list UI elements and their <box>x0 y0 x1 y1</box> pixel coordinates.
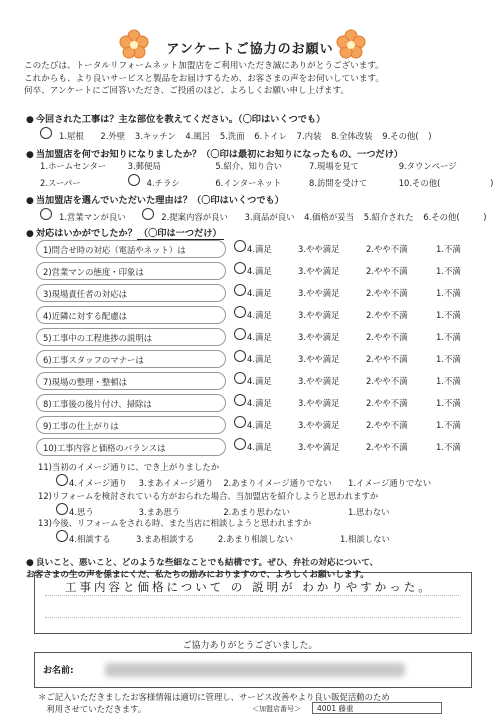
rating-option[interactable]: 2.やや不満 <box>366 442 408 452</box>
q3-options <box>40 208 494 223</box>
rating-option[interactable]: 2.やや不満 <box>366 398 408 408</box>
q11-option[interactable]: 3.まあイメージ通り <box>138 478 214 488</box>
store-number-label: ＜加盟店番号＞ <box>252 705 301 713</box>
rating-row <box>36 262 476 283</box>
q1-option[interactable]: 2.外壁 <box>100 131 126 141</box>
selected-circle-icon <box>234 240 246 252</box>
q11-option[interactable]: 4.イメージ通り <box>56 474 136 489</box>
thanks-text: ご協力ありがとうございました。 <box>182 641 318 651</box>
rating-row <box>36 416 476 437</box>
q3-option[interactable]: 4.価格が妥当 <box>304 212 355 222</box>
rating-option[interactable]: 3.やや満足 <box>298 266 340 276</box>
q2-option[interactable]: 5.紹介、知り合い <box>215 161 282 171</box>
rating-option[interactable]: 4.満足 <box>234 394 272 412</box>
q12-option[interactable]: 2.あまり思わない <box>223 507 290 517</box>
comment-box[interactable] <box>34 572 472 634</box>
rating-option[interactable]: 2.やや不満 <box>366 288 408 298</box>
survey-title: アンケートご協力のお願い <box>166 42 334 57</box>
rating-row <box>36 328 476 349</box>
q11-option[interactable]: 2.あまりイメージ通りでない <box>223 478 332 488</box>
rating-option[interactable]: 4.満足 <box>234 350 272 368</box>
rating-item-label: 5)工事中の工程進捗の説明は <box>36 328 226 346</box>
rating-option[interactable]: 1.不満 <box>436 288 461 298</box>
name-field[interactable] <box>34 652 472 688</box>
rating-option[interactable]: 2.やや不満 <box>366 244 408 254</box>
selected-circle-icon <box>234 350 246 362</box>
rating-option[interactable]: 3.やや満足 <box>298 420 340 430</box>
rating-option[interactable]: 1.不満 <box>436 398 461 408</box>
q13-label: 13)今後、リフォームをされる時、また当店に相談しようと思われますか <box>38 518 312 528</box>
rating-option[interactable]: 1.不満 <box>436 266 461 276</box>
q2-option[interactable]: 6.インターネット <box>215 178 282 188</box>
rating-option[interactable]: 4.満足 <box>234 240 272 258</box>
q3-label: ● 当加盟店を選んでいただいた理由は？（〇印はいくつでも） <box>26 195 284 206</box>
rating-option[interactable]: 4.満足 <box>234 416 272 434</box>
rating-option[interactable]: 4.満足 <box>234 306 272 324</box>
rating-row <box>36 438 476 459</box>
q3-option[interactable]: 2.提案内容が良い <box>142 212 235 222</box>
name-label: お名前: <box>43 666 74 676</box>
q3-option[interactable]: 3.商品が良い <box>244 212 295 222</box>
rating-option[interactable]: 2.やや不満 <box>366 332 408 342</box>
q12-label: 12)リフォームを検討されている方がおられた場合、当加盟店を紹介しようと思われますか <box>38 491 379 501</box>
selected-circle-icon <box>56 474 68 486</box>
rating-row <box>36 350 476 371</box>
q2-label: ● 当加盟店を何でお知りになりましたか？（〇印は最初にお知りになったもの、一つだけ） <box>26 149 403 160</box>
rating-row <box>36 372 476 393</box>
rating-row <box>36 394 476 415</box>
privacy-note: ＊ご記入いただきましたお客様情報は適切に管理し、サービス改善やより良い販促活動のため 利用させていただきます。 <box>38 692 390 714</box>
q12-option[interactable]: 3.まあ思う <box>138 507 181 517</box>
q1-option[interactable]: 8.全体改装 <box>331 131 373 141</box>
comments-prompt: ● 良いこと、悪いこと、どのような些細なことでも結構です。ぜひ、弁社の対応について、 お客さまの生の声を係まにくだ、私たちの励みにおりますので、よろしくお願いします。 <box>26 558 379 580</box>
rating-option[interactable]: 1.不満 <box>436 354 461 364</box>
rating-option[interactable]: 3.やや満足 <box>298 398 340 408</box>
q2-option[interactable]: 10.その他( <box>398 178 441 188</box>
q11-options <box>56 474 431 489</box>
rating-option[interactable]: 4.満足 <box>234 284 272 302</box>
selected-circle-icon <box>234 438 246 450</box>
rating-option[interactable]: 4.満足 <box>234 262 272 280</box>
q2-option[interactable]: 2.スーパー <box>40 178 81 188</box>
rating-item-label: 9)工事の仕上がりは <box>36 416 226 434</box>
rating-item-label: 4)近隣に対する配慮は <box>36 306 226 324</box>
q1-option[interactable]: 5.洗面 <box>219 131 245 141</box>
q2-options-row1 <box>40 160 464 172</box>
q1-option[interactable]: 9.その他( <box>382 131 419 141</box>
selected-circle-icon <box>56 530 68 542</box>
rating-option[interactable]: 4.満足 <box>234 372 272 390</box>
handwritten-comment: 工事内容と価格について の 説明が わかりやすかった。 <box>65 580 433 594</box>
q11-option[interactable]: 1.イメージ通りでない <box>348 478 432 488</box>
q13-option[interactable]: 1.相談しない <box>340 534 390 544</box>
rating-option[interactable]: 2.やや不満 <box>366 266 408 276</box>
rating-option[interactable]: 3.やや満足 <box>298 244 340 254</box>
rating-row <box>36 240 476 261</box>
rating-option[interactable]: 1.不満 <box>436 332 461 342</box>
rating-option[interactable]: 2.やや不満 <box>366 420 408 430</box>
rating-option[interactable]: 2.やや不満 <box>366 354 408 364</box>
q2-options-row2 <box>40 174 500 189</box>
rating-item-label: 3)現場責任者の対応は <box>36 284 226 302</box>
rating-option[interactable]: 4.満足 <box>234 438 272 456</box>
q3-option[interactable]: 1.営業マンが良い <box>40 212 133 222</box>
selected-circle-icon <box>234 284 246 296</box>
store-number-value: 4001 藤重 <box>312 702 442 714</box>
q3-option[interactable]: 6.その他( <box>423 212 460 222</box>
comment-line <box>45 617 461 618</box>
rating-item-label: 2)営業マンの態度・印象は <box>36 262 226 280</box>
rating-option[interactable]: 4.満足 <box>234 328 272 346</box>
q13-options <box>56 530 390 545</box>
selected-circle-icon <box>128 174 140 186</box>
name-redacted <box>105 663 405 677</box>
rating-option[interactable]: 3.やや満足 <box>298 332 340 342</box>
rating-option[interactable]: 2.やや不満 <box>366 376 408 386</box>
q12-options <box>56 503 390 518</box>
q3-option[interactable]: 5.紹介された <box>363 212 414 222</box>
rating-item-label: 7)現場の整理・整頓は <box>36 372 226 390</box>
q2-option[interactable]: 4.チラシ <box>128 174 206 189</box>
q1-option[interactable]: 4.風呂 <box>185 131 211 141</box>
q13-option[interactable]: 4.相談する <box>56 530 136 545</box>
rating-option[interactable]: 1.不満 <box>436 244 461 254</box>
q11-label: 11)当初のイメージ通りに、でき上がりましたか <box>38 462 220 472</box>
rating-option[interactable]: 1.不満 <box>436 420 461 430</box>
rating-option[interactable]: 3.やや満足 <box>298 376 340 386</box>
rating-item-label: 8)工事後の後片付け、掃除は <box>36 394 226 412</box>
q13-option[interactable]: 2.あまり相談しない <box>218 534 293 544</box>
q1-options <box>40 127 439 142</box>
q2-option[interactable]: 9.タウンページ <box>398 161 457 171</box>
q1-option[interactable]: 7.内装 <box>296 131 322 141</box>
q1-option-close: ) <box>428 131 432 141</box>
q12-option[interactable]: 4.思う <box>56 503 136 518</box>
q2-option[interactable]: 3.郵便局 <box>127 161 161 171</box>
rating-option[interactable]: 1.不満 <box>436 442 461 452</box>
selected-circle-icon <box>234 372 246 384</box>
rating-option[interactable]: 3.やや満足 <box>298 288 340 298</box>
rating-item-label: 10)工事内容と価格のバランスは <box>36 438 226 456</box>
selected-circle-icon <box>234 394 246 406</box>
rating-item-label: 1)問合せ時の対応（電話やネット）は <box>36 240 226 258</box>
selected-circle-icon <box>40 127 52 139</box>
rating-option[interactable]: 1.不満 <box>436 310 461 320</box>
q3-option-close: ) <box>483 212 487 222</box>
rating-row <box>36 306 476 327</box>
q1-label: ● 今回された工事は？主な部位を教えてください。（〇印はいくつでも） <box>26 114 326 125</box>
q2-option[interactable]: 1.ホームセンター <box>40 161 107 171</box>
rating-option[interactable]: 3.やや満足 <box>298 442 340 452</box>
selected-circle-icon <box>234 416 246 428</box>
rating-row <box>36 284 476 305</box>
q2-option-close: ) <box>490 178 494 188</box>
q2-option[interactable]: 7.現場を見て <box>309 161 359 171</box>
rating-option[interactable]: 1.不満 <box>436 376 461 386</box>
q13-option[interactable]: 3.まあ相談する <box>136 534 195 544</box>
q1-option[interactable]: 1.屋根 <box>40 131 91 141</box>
selected-circle-icon <box>142 208 154 220</box>
q4-label: ● 対応はいかがでしたか？ （〇印は一つだけ） <box>26 228 222 239</box>
q12-option[interactable]: 1.思わない <box>348 507 390 517</box>
selected-circle-icon <box>234 328 246 340</box>
selected-circle-icon <box>234 306 246 318</box>
selected-circle-icon <box>40 208 52 220</box>
q2-option[interactable]: 8.訪問を受けて <box>309 178 368 188</box>
rating-option[interactable]: 2.やや不満 <box>366 310 408 320</box>
comment-line <box>45 595 461 596</box>
selected-circle-icon <box>234 262 246 274</box>
rating-option[interactable]: 3.やや満足 <box>298 310 340 320</box>
q1-option[interactable]: 6.トイレ <box>254 131 287 141</box>
survey-title-wrap <box>0 38 500 57</box>
rating-item-label: 6)工事スタッフのマナーは <box>36 350 226 368</box>
selected-circle-icon <box>56 503 68 515</box>
intro-text: このたびは、トータルリフォームネット加盟店をご利用いただき誠にありがとうございます。 これからも、より良いサービスと製品をお届けするため、お客さまの声をお伺いしています。 何卒、アンケートにご回答いただき、ご投函のほど、よろしくお願い申し上げます。 <box>24 61 384 96</box>
rating-option[interactable]: 3.やや満足 <box>298 354 340 364</box>
q1-option[interactable]: 3.キッチン <box>134 131 176 141</box>
